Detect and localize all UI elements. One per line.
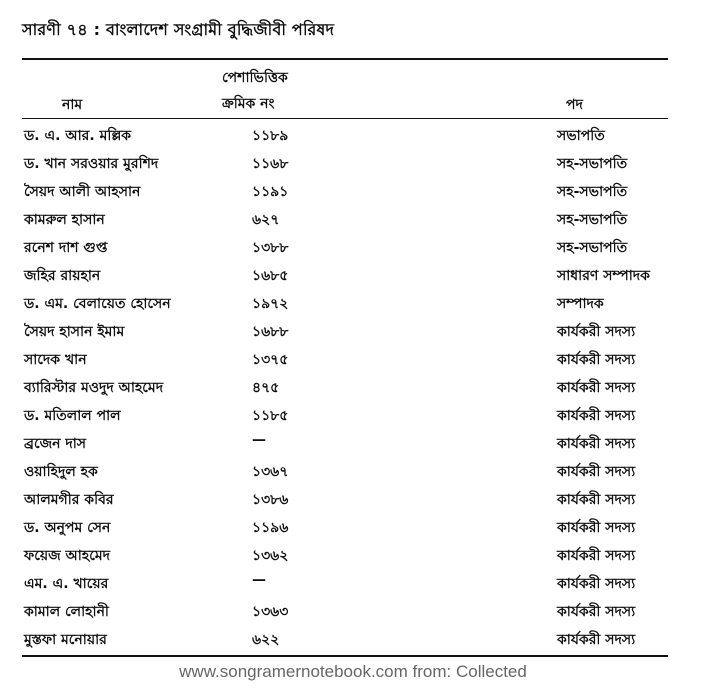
header-rule: [22, 118, 668, 119]
cell-serial: ১৬৮৮: [252, 324, 289, 340]
cell-serial: ৪৭৫: [252, 380, 280, 396]
cell-serial: ১৩৬২: [252, 548, 289, 564]
cell-post: কার্যকরী সদস্য: [557, 352, 636, 368]
cell-serial: ৬২২: [252, 632, 280, 648]
cell-name: ওয়াহিদুল হক: [24, 464, 98, 480]
cell-post: কার্যকরী সদস্য: [557, 436, 636, 452]
cell-serial: ১৬৮৫: [252, 268, 289, 284]
cell-post: কার্যকরী সদস্য: [557, 548, 636, 564]
cell-name: ফয়েজ আহমেদ: [24, 548, 110, 564]
cell-name: সৈয়দ হাসান ইমাম: [24, 324, 125, 340]
cell-name: ড. অনুপম সেন: [24, 520, 111, 536]
cell-name: মুস্তফা মনোয়ার: [24, 632, 107, 648]
cell-post: কার্যকরী সদস্য: [557, 632, 636, 648]
cell-name: রনেশ দাশ গুপ্ত: [24, 240, 108, 256]
cell-name: কামাল লোহানী: [24, 604, 109, 620]
table-row: [0, 597, 706, 625]
table-row: [0, 485, 706, 513]
table-body: [0, 121, 706, 653]
table-row: [0, 177, 706, 205]
cell-name: ড. এম. বেলায়েত হোসেন: [24, 296, 171, 312]
cell-post: কার্যকরী সদস্য: [557, 604, 636, 620]
cell-post: সহ-সভাপতি: [557, 212, 628, 228]
table-row: [0, 541, 706, 569]
header-post: পদ: [566, 97, 583, 113]
cell-name: ব্রজেন দাস: [24, 436, 87, 452]
cell-post: কার্যকরী সদস্য: [557, 464, 636, 480]
cell-name: জহির রায়হান: [24, 268, 101, 284]
table-row: [0, 457, 706, 485]
cell-name: ড. মতিলাল পাল: [24, 408, 121, 424]
table-row: [0, 149, 706, 177]
cell-serial: ৬২৭: [252, 212, 280, 228]
cell-post: সম্পাদক: [557, 296, 604, 312]
cell-post: কার্যকরী সদস্য: [557, 408, 636, 424]
cell-post: কার্যকরী সদস্য: [557, 520, 636, 536]
cell-post: কার্যকরী সদস্য: [557, 324, 636, 340]
cell-post: সহ-সভাপতি: [557, 240, 628, 256]
cell-name: কামরুল হাসান: [24, 212, 105, 228]
cell-post: কার্যকরী সদস্য: [557, 380, 636, 396]
cell-name: এম. এ. খায়ের: [24, 576, 109, 592]
table-row: [0, 345, 706, 373]
table-row: [0, 205, 706, 233]
cell-serial: ১৩৮৮: [252, 240, 289, 256]
cell-serial: ১৯৭২: [252, 296, 289, 312]
cell-serial: ১১৬৮: [252, 156, 289, 172]
cell-name: ড. খান সরওয়ার মুরশিদ: [24, 156, 159, 172]
cell-post: সভাপতি: [557, 128, 605, 144]
table-row: [0, 569, 706, 597]
table-row: [0, 317, 706, 345]
cell-serial: ১৩৮৬: [252, 492, 289, 508]
cell-name: আলমগীর কবির: [24, 492, 114, 508]
table-row: [0, 121, 706, 149]
cell-post: কার্যকরী সদস্য: [557, 492, 636, 508]
cell-serial: ১১৯১: [252, 184, 289, 200]
table-title: সারণী ৭৪ : বাংলাদেশ সংগ্রামী বুদ্ধিজীবী পরিষদ: [22, 20, 335, 39]
cell-name: ব্যারিস্টার মওদুদ আহমেদ: [24, 380, 164, 396]
table-row: [0, 625, 706, 653]
cell-name: সাদেক খান: [24, 352, 87, 368]
table-row: [0, 513, 706, 541]
cell-serial: ১১৮৯: [252, 128, 289, 144]
table-row: [0, 261, 706, 289]
table-row: [0, 289, 706, 317]
cell-serial: ১১৯৬: [252, 520, 289, 536]
header-serial-line1: পেশাভিত্তিক: [222, 70, 288, 86]
table-row: [0, 401, 706, 429]
cell-name: ড. এ. আর. মল্লিক: [24, 128, 132, 144]
cell-post: সহ-সভাপতি: [557, 156, 628, 172]
header-name: নাম: [62, 97, 83, 113]
header-serial-line2: ক্রমিক নং: [222, 96, 275, 112]
cell-post: কার্যকরী সদস্য: [557, 576, 636, 592]
table-row: [0, 233, 706, 261]
cell-serial: ১১৮৫: [252, 408, 289, 424]
cell-serial: ১৩৬৩: [252, 604, 289, 620]
cell-serial: ১৩৭৫: [252, 352, 289, 368]
cell-name: সৈয়দ আলী আহসান: [24, 184, 141, 200]
cell-post: সাধারণ সম্পাদক: [557, 268, 650, 284]
table-row: [0, 429, 706, 457]
watermark-footer: www.songramernotebook.com from: Collected: [179, 662, 527, 681]
top-rule: [22, 58, 668, 60]
cell-serial: ১৩৬৭: [252, 464, 289, 480]
cell-serial: —: [252, 432, 266, 448]
table-row: [0, 373, 706, 401]
cell-serial: —: [252, 572, 266, 588]
bottom-rule: [22, 655, 668, 657]
cell-post: সহ-সভাপতি: [557, 184, 628, 200]
